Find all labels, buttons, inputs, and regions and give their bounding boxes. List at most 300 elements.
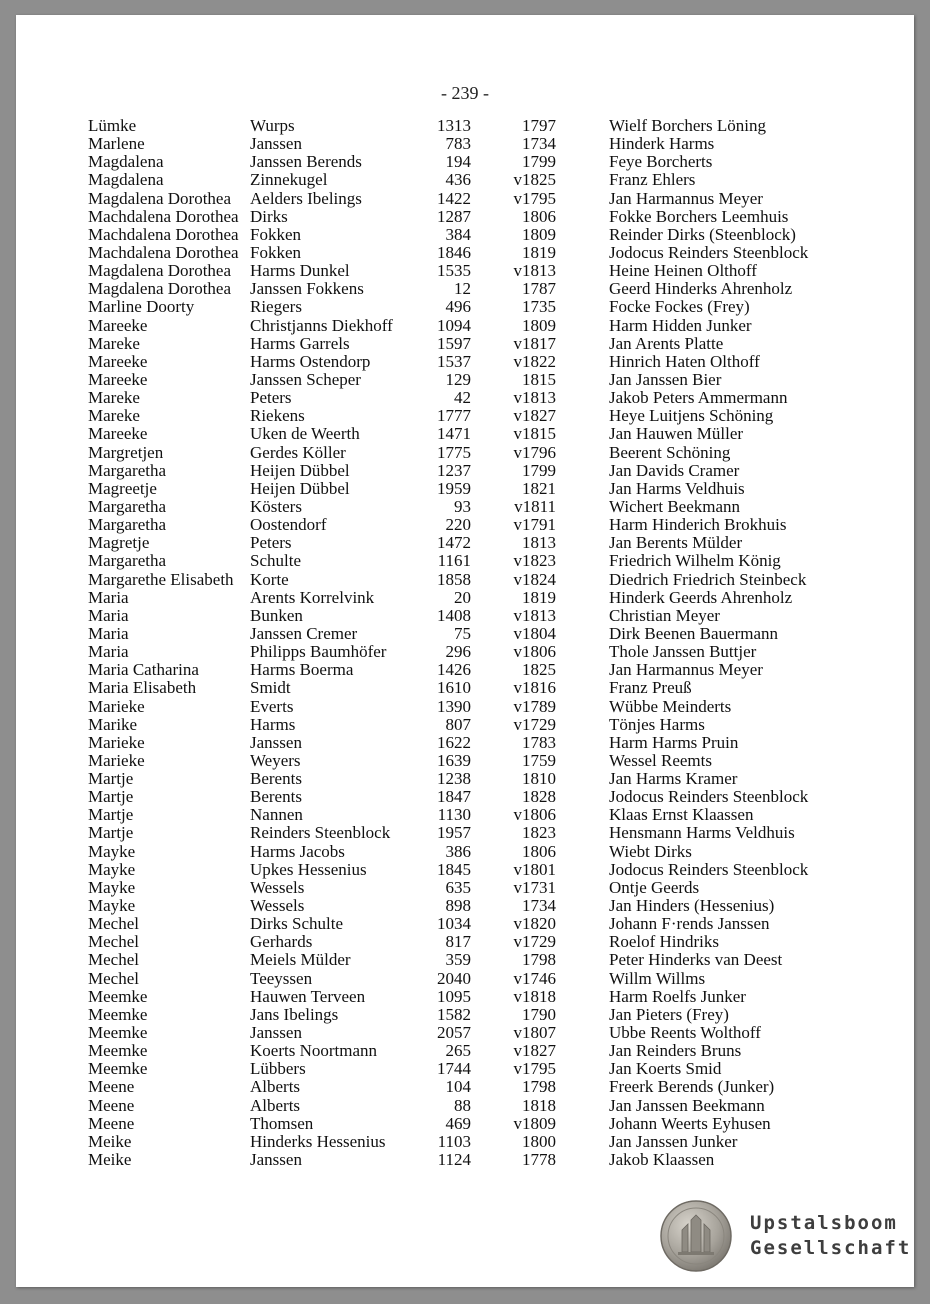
table-row — [16, 625, 914, 643]
first-name: Mareeke — [88, 315, 148, 335]
marriage-year: 1828 — [522, 787, 556, 807]
first-name: Marline Doorty — [88, 297, 195, 317]
publisher-name — [750, 1211, 911, 1261]
family-name: Harms — [250, 714, 296, 734]
family-name: Kösters — [250, 496, 302, 516]
family-name: Riegers — [250, 297, 302, 317]
family-name: Christjanns Diekhoff — [250, 315, 393, 335]
table-row — [16, 335, 914, 353]
first-name: Meike — [88, 1150, 132, 1170]
first-name: Martje — [88, 769, 134, 789]
family-name: Janssen — [250, 732, 302, 752]
first-name: Marlene — [88, 134, 145, 154]
table-row — [16, 589, 914, 607]
entry-number: 1471 — [437, 424, 471, 444]
spouse-name: Hinderk Geerds Ahrenholz — [609, 587, 793, 607]
entry-number: 1775 — [437, 442, 471, 462]
family-name: Berents — [250, 769, 302, 789]
entry-number: 817 — [445, 932, 471, 952]
entry-number: 1124 — [437, 1150, 471, 1170]
spouse-name: Franz Preuß — [609, 678, 692, 698]
first-name: Mechel — [88, 932, 139, 952]
entry-number: 42 — [454, 388, 471, 408]
marriage-year: 1798 — [522, 1077, 556, 1097]
spouse-name: Jan Janssen Beekmann — [609, 1095, 765, 1115]
table-row — [16, 897, 914, 915]
spouse-name: Willm Willms — [609, 968, 706, 988]
family-name: Arents Korrelvink — [250, 587, 375, 607]
table-row — [16, 1024, 914, 1042]
family-name: Janssen — [250, 134, 302, 154]
entry-number: 1847 — [437, 787, 471, 807]
spouse-name: Harm Hinderich Brokhuis — [609, 515, 787, 535]
family-name: Smidt — [250, 678, 291, 698]
first-name: Meike — [88, 1131, 132, 1151]
spouse-name: Franz Ehlers — [609, 170, 696, 190]
entry-number: 1095 — [437, 986, 471, 1006]
family-name: Gerhards — [250, 932, 313, 952]
entry-number: 1537 — [437, 351, 471, 371]
table-row — [16, 298, 914, 316]
entry-number: 1103 — [437, 1131, 471, 1151]
entry-number: 1858 — [437, 569, 471, 589]
first-name: Mareke — [88, 406, 140, 426]
entry-number: 384 — [445, 224, 471, 244]
spouse-name: Peter Hinderks van Deest — [609, 950, 783, 970]
family-name: Harms Jacobs — [250, 841, 345, 861]
family-name: Teeyssen — [250, 968, 313, 988]
entry-number: 75 — [454, 623, 471, 643]
family-name: Fokken — [250, 242, 301, 262]
spouse-name: Wübbe Meinderts — [609, 696, 732, 716]
spouse-name: Jan Harmannus Meyer — [609, 660, 763, 680]
entry-number: 1582 — [437, 1004, 471, 1024]
first-name: Meene — [88, 1077, 135, 1097]
family-name: Nannen — [250, 805, 303, 825]
entry-number: 1472 — [437, 533, 471, 553]
first-name: Mayke — [88, 896, 136, 916]
first-name: Martje — [88, 805, 134, 825]
table-row — [16, 970, 914, 988]
first-name: Mechel — [88, 914, 139, 934]
table-row — [16, 752, 914, 770]
entry-number: 194 — [445, 152, 471, 172]
family-name: Philipps Baumhöfer — [250, 642, 387, 662]
marriage-year: v1827 — [513, 1041, 556, 1061]
table-row — [16, 607, 914, 625]
table-row — [16, 698, 914, 716]
first-name: Marieke — [88, 750, 145, 770]
first-name: Magreetje — [88, 478, 157, 498]
spouse-name: Wichert Beekmann — [609, 496, 741, 516]
table-row — [16, 988, 914, 1006]
family-name: Dirks Schulte — [250, 914, 344, 934]
marriage-year: 1823 — [522, 823, 556, 843]
document-page — [16, 15, 914, 1287]
entry-number: 1287 — [437, 206, 471, 226]
first-name: Margretjen — [88, 442, 164, 462]
table-row — [16, 480, 914, 498]
entry-number: 2057 — [437, 1023, 471, 1043]
family-name: Schulte — [250, 551, 301, 571]
table-row — [16, 262, 914, 280]
marriage-year: v1791 — [513, 515, 556, 535]
family-name: Dirks — [250, 206, 288, 226]
spouse-name: Jan Janssen Bier — [609, 369, 722, 389]
table-row — [16, 1006, 914, 1024]
spouse-name: Dirk Beenen Bauermann — [609, 623, 778, 643]
table-row — [16, 407, 914, 425]
marriage-year: 1734 — [522, 134, 556, 154]
entry-number: 93 — [454, 496, 471, 516]
register-list — [16, 117, 914, 1169]
first-name: Lümke — [88, 116, 137, 135]
marriage-year: v1801 — [513, 859, 556, 879]
entry-number: 1957 — [437, 823, 471, 843]
family-name: Janssen Fokkens — [250, 279, 364, 299]
entry-number: 1845 — [437, 859, 471, 879]
spouse-name: Wiebt Dirks — [609, 841, 692, 861]
marriage-year: 1797 — [522, 116, 556, 135]
first-name: Mareeke — [88, 424, 148, 444]
marriage-year: 1734 — [522, 896, 556, 916]
marriage-year: v1818 — [513, 986, 556, 1006]
spouse-name: Hinderk Harms — [609, 134, 715, 154]
spouse-name: Feye Borcherts — [609, 152, 713, 172]
spouse-name: Jan Davids Cramer — [609, 460, 740, 480]
table-row — [16, 915, 914, 933]
spouse-name: Harm Harms Pruin — [609, 732, 739, 752]
marriage-year: 1825 — [522, 660, 556, 680]
spouse-name: Diedrich Friedrich Steinbeck — [609, 569, 807, 589]
marriage-year: 1798 — [522, 950, 556, 970]
entry-number: 1422 — [437, 188, 471, 208]
family-name: Lübbers — [250, 1059, 306, 1079]
entry-number: 1777 — [437, 406, 471, 426]
marriage-year: v1795 — [513, 1059, 556, 1079]
entry-number: 1390 — [437, 696, 471, 716]
table-row — [16, 280, 914, 298]
table-row — [16, 462, 914, 480]
spouse-name: Jan Harmannus Meyer — [609, 188, 763, 208]
table-row — [16, 317, 914, 335]
spouse-name: Jodocus Reinders Steenblock — [609, 787, 809, 807]
family-name: Peters — [250, 533, 292, 553]
marriage-year: 1815 — [522, 369, 556, 389]
first-name: Maria Elisabeth — [88, 678, 197, 698]
table-row — [16, 498, 914, 516]
first-name: Marieke — [88, 696, 145, 716]
marriage-year: v1795 — [513, 188, 556, 208]
family-name: Heijen Dübbel — [250, 478, 350, 498]
spouse-name: Klaas Ernst Klaassen — [609, 805, 754, 825]
first-name: Mayke — [88, 859, 136, 879]
marriage-year: v1824 — [513, 569, 556, 589]
marriage-year: 1787 — [522, 279, 556, 299]
first-name: Mayke — [88, 877, 136, 897]
spouse-name: Johann F·rends Janssen — [609, 914, 770, 934]
table-row — [16, 425, 914, 443]
spouse-name: Johann Weerts Eyhusen — [609, 1113, 771, 1133]
table-row — [16, 389, 914, 407]
spouse-name: Tönjes Harms — [609, 714, 705, 734]
spouse-name: Hinrich Haten Olthoff — [609, 351, 760, 371]
family-name: Harms Dunkel — [250, 261, 350, 281]
first-name: Machdalena Dorothea — [88, 242, 239, 262]
entry-number: 359 — [445, 950, 471, 970]
publisher-logo — [660, 1200, 911, 1272]
first-name: Martje — [88, 787, 134, 807]
table-row — [16, 552, 914, 570]
table-row — [16, 353, 914, 371]
family-name: Meiels Mülder — [250, 950, 351, 970]
family-name: Aelders Ibelings — [250, 188, 362, 208]
first-name: Mareke — [88, 388, 140, 408]
first-name: Margaretha — [88, 515, 167, 535]
entry-number: 296 — [445, 642, 471, 662]
entry-number: 1639 — [437, 750, 471, 770]
entry-number: 635 — [445, 877, 471, 897]
spouse-name: Jan Koerts Smid — [609, 1059, 722, 1079]
entry-number: 1313 — [437, 116, 471, 135]
entry-number: 807 — [445, 714, 471, 734]
table-row — [16, 643, 914, 661]
marriage-year: 1799 — [522, 460, 556, 480]
family-name: Korte — [250, 569, 289, 589]
marriage-year: v1827 — [513, 406, 556, 426]
spouse-name: Ubbe Reents Wolthoff — [609, 1023, 761, 1043]
spouse-name: Christian Meyer — [609, 605, 720, 625]
marriage-year: 1819 — [522, 242, 556, 262]
spouse-name: Freerk Berends (Junker) — [609, 1077, 775, 1097]
family-name: Janssen — [250, 1150, 302, 1170]
table-row — [16, 788, 914, 806]
spouse-name: Jodocus Reinders Steenblock — [609, 242, 809, 262]
marriage-year: v1789 — [513, 696, 556, 716]
marriage-year: 1813 — [522, 533, 556, 553]
spouse-name: Ontje Geerds — [609, 877, 700, 897]
entry-number: 1237 — [437, 460, 471, 480]
table-row — [16, 117, 914, 135]
table-row — [16, 1097, 914, 1115]
marriage-year: 1759 — [522, 750, 556, 770]
first-name: Martje — [88, 823, 134, 843]
family-name: Jans Ibelings — [250, 1004, 339, 1024]
first-name: Mechel — [88, 950, 139, 970]
first-name: Meene — [88, 1113, 135, 1133]
first-name: Magretje — [88, 533, 150, 553]
spouse-name: Jan Pieters (Frey) — [609, 1004, 729, 1024]
family-name: Harms Ostendorp — [250, 351, 371, 371]
spouse-name: Wielf Borchers Löning — [609, 116, 766, 135]
page-number: - 239 - — [441, 83, 489, 103]
entry-number: 1238 — [437, 769, 471, 789]
marriage-year: v1815 — [513, 424, 556, 444]
entry-number: 783 — [445, 134, 471, 154]
spouse-name: Jodocus Reinders Steenblock — [609, 859, 809, 879]
entry-number: 436 — [445, 170, 471, 190]
table-row — [16, 843, 914, 861]
family-name: Zinnekugel — [250, 170, 328, 190]
table-row — [16, 171, 914, 189]
marriage-year: v1811 — [514, 496, 556, 516]
first-name: Marike — [88, 714, 138, 734]
family-name: Harms Garrels — [250, 333, 350, 353]
marriage-year: 1809 — [522, 315, 556, 335]
table-row — [16, 1078, 914, 1096]
table-row — [16, 190, 914, 208]
family-name: Thomsen — [250, 1113, 314, 1133]
family-name: Peters — [250, 388, 292, 408]
marriage-year: 1819 — [522, 587, 556, 607]
table-row — [16, 1115, 914, 1133]
marriage-year: v1807 — [513, 1023, 556, 1043]
spouse-name: Reinder Dirks (Steenblock) — [609, 224, 796, 244]
table-row — [16, 135, 914, 153]
entry-number: 12 — [454, 279, 471, 299]
first-name: Machdalena Dorothea — [88, 206, 239, 226]
table-row — [16, 1060, 914, 1078]
spouse-name: Jan Reinders Bruns — [609, 1041, 742, 1061]
entry-number: 1846 — [437, 242, 471, 262]
first-name: Maria — [88, 587, 129, 607]
marriage-year: 1799 — [522, 152, 556, 172]
first-name: Magdalena Dorothea — [88, 279, 232, 299]
family-name: Oostendorf — [250, 515, 327, 535]
spouse-name: Hensmann Harms Veldhuis — [609, 823, 795, 843]
marriage-year: v1816 — [513, 678, 556, 698]
entry-number: 20 — [454, 587, 471, 607]
entry-number: 265 — [445, 1041, 471, 1061]
table-row — [16, 371, 914, 389]
family-name: Heijen Dübbel — [250, 460, 350, 480]
first-name: Meemke — [88, 1023, 148, 1043]
marriage-year: v1729 — [513, 714, 556, 734]
table-row — [16, 516, 914, 534]
spouse-name: Jan Hinders (Hessenius) — [609, 896, 775, 916]
marriage-year: 1806 — [522, 841, 556, 861]
spouse-name: Jan Harms Kramer — [609, 769, 738, 789]
marriage-year: v1746 — [513, 968, 556, 988]
spouse-name: Beerent Schöning — [609, 442, 731, 462]
first-name: Meemke — [88, 1004, 148, 1024]
family-name: Wurps — [250, 116, 295, 135]
marriage-year: 1818 — [522, 1095, 556, 1115]
first-name: Magdalena — [88, 170, 164, 190]
family-name: Koerts Noortmann — [250, 1041, 378, 1061]
first-name: Marieke — [88, 732, 145, 752]
table-row — [16, 824, 914, 842]
table-row — [16, 879, 914, 897]
table-row — [16, 534, 914, 552]
first-name: Meemke — [88, 986, 148, 1006]
table-row — [16, 770, 914, 788]
family-name: Riekens — [250, 406, 305, 426]
spouse-name: Jan Harms Veldhuis — [609, 478, 745, 498]
first-name: Mayke — [88, 841, 136, 861]
spouse-name: Roelof Hindriks — [609, 932, 720, 952]
marriage-year: v1825 — [513, 170, 556, 190]
spouse-name: Jan Berents Mülder — [609, 533, 743, 553]
marriage-year: 1735 — [522, 297, 556, 317]
spouse-name: Jan Hauwen Müller — [609, 424, 744, 444]
entry-number: 1610 — [437, 678, 471, 698]
entry-number: 496 — [445, 297, 471, 317]
entry-number: 1034 — [437, 914, 471, 934]
marriage-year: v1822 — [513, 351, 556, 371]
family-name: Berents — [250, 787, 302, 807]
first-name: Machdalena Dorothea — [88, 224, 239, 244]
first-name: Mareeke — [88, 369, 148, 389]
marriage-year: v1809 — [513, 1113, 556, 1133]
entry-number: 129 — [445, 369, 471, 389]
first-name: Maria — [88, 642, 129, 662]
table-row — [16, 861, 914, 879]
family-name: Upkes Hessenius — [250, 859, 367, 879]
first-name: Margaretha — [88, 551, 167, 571]
marriage-year: v1806 — [513, 642, 556, 662]
marriage-year: v1823 — [513, 551, 556, 571]
first-name: Meemke — [88, 1059, 148, 1079]
spouse-name: Jakob Klaassen — [609, 1150, 715, 1170]
family-name: Everts — [250, 696, 294, 716]
table-row — [16, 679, 914, 697]
spouse-name: Heye Luitjens Schöning — [609, 406, 774, 426]
entry-number: 2040 — [437, 968, 471, 988]
family-name: Reinders Steenblock — [250, 823, 391, 843]
family-name: Wessels — [250, 896, 305, 916]
marriage-year: 1821 — [522, 478, 556, 498]
first-name: Mareke — [88, 333, 140, 353]
family-name: Wessels — [250, 877, 305, 897]
entry-number: 1597 — [437, 333, 471, 353]
marriage-year: 1790 — [522, 1004, 556, 1024]
first-name: Maria Catharina — [88, 660, 199, 680]
entry-number: 1744 — [437, 1059, 471, 1079]
first-name: Maria — [88, 623, 129, 643]
table-row — [16, 734, 914, 752]
table-row — [16, 208, 914, 226]
family-name: Alberts — [250, 1077, 301, 1097]
spouse-name: Jan Janssen Junker — [609, 1131, 738, 1151]
table-row — [16, 153, 914, 171]
marriage-year: 1778 — [522, 1150, 556, 1170]
entry-number: 1426 — [437, 660, 471, 680]
marriage-year: v1729 — [513, 932, 556, 952]
table-row — [16, 1042, 914, 1060]
marriage-year: 1783 — [522, 732, 556, 752]
marriage-year: v1817 — [513, 333, 556, 353]
spouse-name: Thole Janssen Buttjer — [609, 642, 757, 662]
table-row — [16, 933, 914, 951]
family-name: Weyers — [250, 750, 301, 770]
family-name: Hauwen Terveen — [250, 986, 366, 1006]
marriage-year: v1796 — [513, 442, 556, 462]
family-name: Hinderks Hessenius — [250, 1131, 386, 1151]
entry-number: 1161 — [437, 551, 471, 571]
entry-number: 1622 — [437, 732, 471, 752]
spouse-name: Friedrich Wilhelm König — [609, 551, 781, 571]
family-name: Harms Boerma — [250, 660, 354, 680]
marriage-year: 1810 — [522, 769, 556, 789]
publisher-name-line1: Upstalsboom — [750, 1212, 898, 1234]
marriage-year: 1806 — [522, 206, 556, 226]
table-row — [16, 1133, 914, 1151]
family-name: Fokken — [250, 224, 301, 244]
entry-number: 1094 — [437, 315, 471, 335]
family-name: Janssen Cremer — [250, 623, 358, 643]
table-row — [16, 716, 914, 734]
